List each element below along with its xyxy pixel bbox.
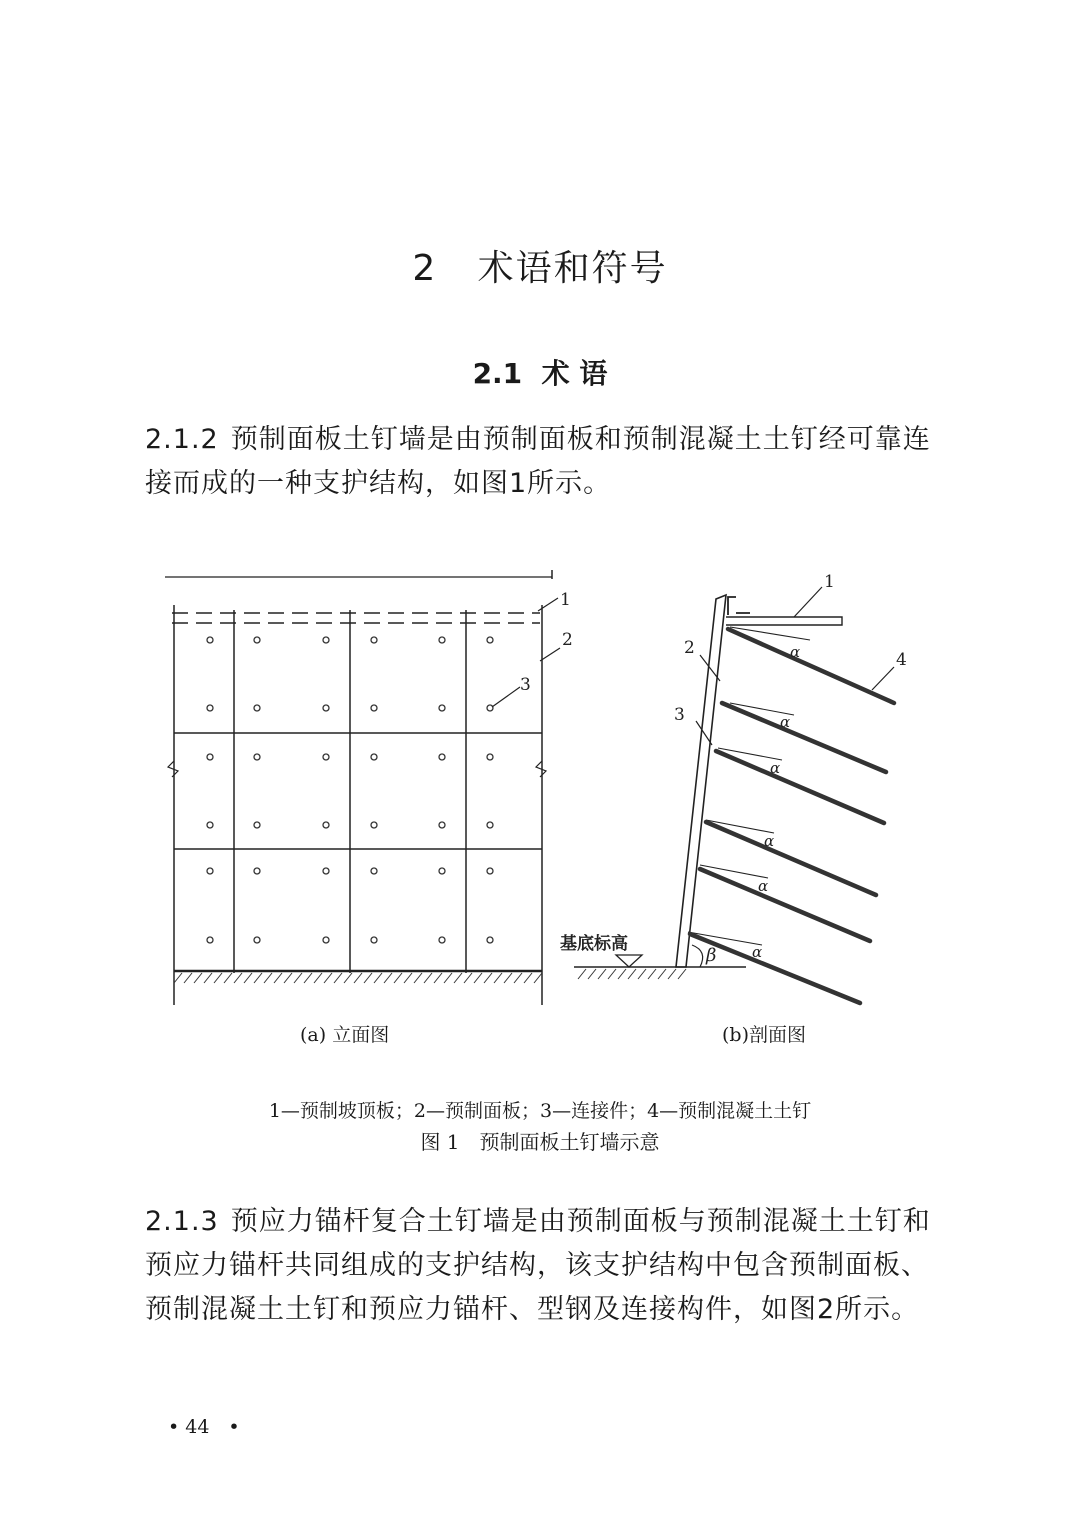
section-title-text: 术 语 bbox=[541, 357, 608, 390]
section-label-3: 3 bbox=[674, 705, 685, 725]
page-number: • 44 • bbox=[168, 1416, 240, 1438]
alpha-label: α bbox=[770, 759, 781, 777]
chapter-title bbox=[0, 240, 1080, 291]
section-number: 2.1 bbox=[472, 357, 523, 390]
clause-number: 2.1.2 bbox=[145, 424, 219, 455]
section-label-2: 2 bbox=[684, 638, 695, 658]
paragraph-2-1-3 bbox=[145, 1200, 945, 1332]
section-ground-hatch bbox=[578, 969, 686, 979]
section-label-4: 4 bbox=[896, 650, 907, 670]
alpha-label: α bbox=[790, 643, 801, 661]
elevation-label-3: 3 bbox=[520, 675, 531, 695]
chapter-title-text: 术语和符号 bbox=[477, 248, 668, 289]
figure-legend: 1—预制坡顶板；2—预制面板；3—连接件；4—预制混凝土土钉 bbox=[268, 1100, 812, 1122]
clause-number: 2.1.3 bbox=[145, 1206, 219, 1237]
section-title bbox=[0, 352, 1080, 392]
alpha-label: α bbox=[780, 713, 791, 731]
alpha-label: α bbox=[758, 877, 769, 895]
elevation-view bbox=[165, 570, 552, 1005]
section-label-1: 1 bbox=[824, 572, 835, 592]
sub-caption-elevation: (a) 立面图 bbox=[300, 1024, 390, 1046]
sub-caption-section: (b)剖面图 bbox=[722, 1024, 806, 1046]
chapter-number: 2 bbox=[412, 248, 438, 289]
angle-beta-label: β bbox=[706, 945, 717, 966]
paragraph-2-1-2 bbox=[145, 418, 945, 506]
elevation-ground-hatch bbox=[174, 973, 542, 983]
section-nails bbox=[690, 629, 894, 1003]
clause-text: 预应力锚杆复合土钉墙是由预制面板与预制混凝土土钉和预应力锚杆共同组成的支护结构，该支护结构中包含预制面板、预制混凝土土钉和预应力锚杆、型钢及连接构件，如图2所示。 bbox=[145, 1206, 931, 1325]
alpha-label: α bbox=[764, 832, 775, 850]
figure-title: 图 1 预制面板土钉墙示意 bbox=[420, 1130, 660, 1154]
section-leaders bbox=[696, 587, 894, 745]
figure-1-diagram bbox=[160, 565, 920, 1025]
alpha-label: α bbox=[752, 943, 763, 961]
alpha-labels bbox=[752, 643, 800, 961]
clause-text: 预制面板土钉墙是由预制面板和预制混凝土土钉经可靠连接而成的一种支护结构，如图1所示。 bbox=[145, 424, 931, 499]
elevation-label-1: 1 bbox=[560, 590, 571, 610]
base-elevation-label: 基底标高 bbox=[560, 934, 628, 954]
elevation-label-2: 2 bbox=[562, 630, 573, 650]
